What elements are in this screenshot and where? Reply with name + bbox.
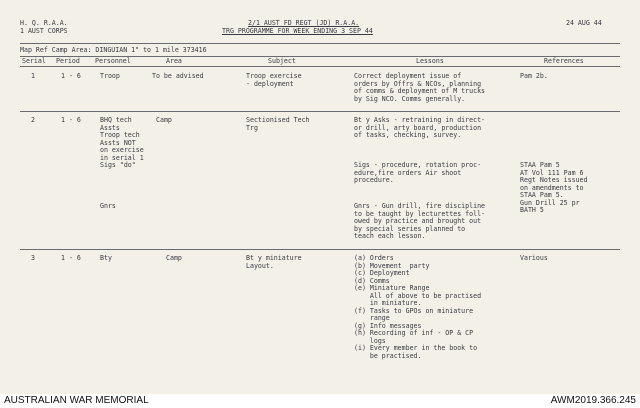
unit-line-2: 1 AUST CORPS xyxy=(20,27,68,35)
row1-serial: 1 xyxy=(31,72,35,80)
row1-lessons: Correct deployment issue of orders by Offrs & NCOs, planning of comms & deployment of M trucks by Sig NCO. Comms generally. xyxy=(354,72,486,103)
row3-period: 1 - 6 xyxy=(61,254,81,262)
row3-lessons: (a) Orders (b) Movement party (c) Deployment (d) Comms (e) Miniature Range All of above to be practised in miniature. (f) Tasks to GPOs on miniature range (g) Info messages (h) Recording of inf - OP & CP logs (i) Every member in the book to be practised. xyxy=(354,254,482,360)
rule-row1 xyxy=(20,111,620,112)
col-period: Period xyxy=(56,57,80,65)
row2-lessons: Bt y Asks - retraining in direct- or drill, arty board, production of tasks, checking, survey. xyxy=(354,116,486,139)
row2-references-sigs: STAA Pam 5 AT Vol 111 Pam 6 Regt Notes issued on amendments to STAA Pam 5. Gun Drill 25 pr BATH 5 xyxy=(520,161,588,214)
rule-row2 xyxy=(20,249,620,250)
row1-references: Pam 2b. xyxy=(520,72,548,80)
footer-accession-number: AWM2019.366.245 xyxy=(550,395,636,406)
row2-subject: Sectionised Tech Trg xyxy=(246,116,310,132)
row3-area: Camp xyxy=(166,254,182,262)
row1-personnel: Troop xyxy=(100,72,120,80)
row1-area: To be advised xyxy=(152,72,204,80)
document-title: 2/1 AUST FD REGT (JD) R.A.A. xyxy=(248,19,360,27)
col-serial: Serial xyxy=(22,57,46,65)
footer-bar xyxy=(0,394,640,408)
col-references: References xyxy=(544,57,584,65)
col-lessons: Lessons xyxy=(416,57,444,65)
row2-personnel: BHQ tech Assts Troop tech Assts NOT on exercise in serial 1 Sigs "do" xyxy=(100,116,144,169)
row3-personnel: Bty xyxy=(100,254,112,262)
rule-header-bottom xyxy=(20,66,620,67)
col-subject: Subject xyxy=(268,57,296,65)
row2-area: Camp xyxy=(156,116,172,124)
row3-subject: Bt y miniature Layout. xyxy=(246,254,302,270)
row2-lessons-sigs: Sigs - procedure, rotation proc- edure,fire orders Air shoot procedure. xyxy=(354,161,482,184)
col-area: Area xyxy=(166,57,182,65)
footer-source: AUSTRALIAN WAR MEMORIAL xyxy=(4,395,149,406)
rule-top xyxy=(20,43,620,44)
document-subtitle: TRG PROGRAMME FOR WEEK ENDING 3 SEP 44 xyxy=(222,27,373,35)
document-date: 24 AUG 44 xyxy=(566,19,602,27)
row2-period: 1 - 6 xyxy=(61,116,81,124)
row3-references: Various xyxy=(520,254,548,262)
row3-serial: 3 xyxy=(31,254,35,262)
row2-lessons-gnrs: Gnrs - Gun drill, fire discipline to be taught by lecturettes foll- owed by practice and brought out by special series planned to teach each lesson. xyxy=(354,202,486,240)
row1-period: 1 - 6 xyxy=(61,72,81,80)
row2-serial: 2 xyxy=(31,116,35,124)
unit-line-1: H. Q. R.A.A. xyxy=(20,19,68,27)
row2-personnel-gnrs: Gnrs xyxy=(100,202,116,210)
row1-subject: Troop exercise - deployment xyxy=(246,72,302,88)
col-personnel: Personnel xyxy=(95,57,131,65)
map-reference: Map Ref Camp Area: DINGUIAN 1" to 1 mile 373416 xyxy=(20,46,207,54)
